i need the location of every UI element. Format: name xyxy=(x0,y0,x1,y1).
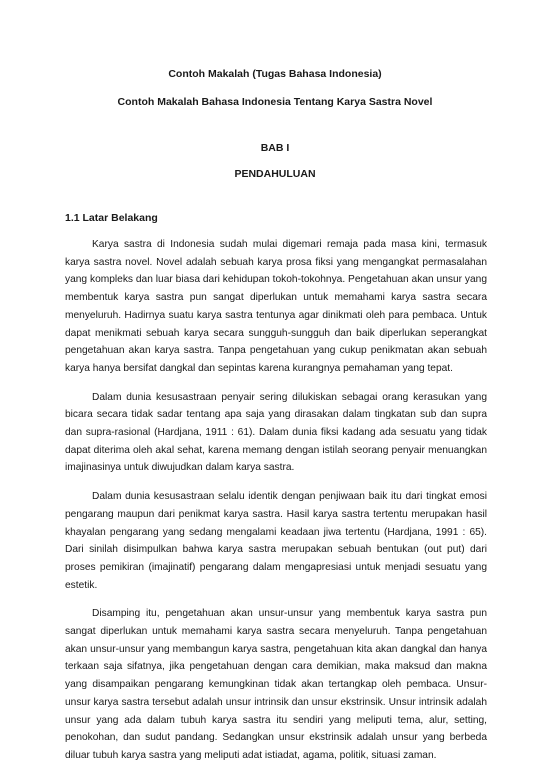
document-title: Contoh Makalah (Tugas Bahasa Indonesia) xyxy=(168,68,382,80)
paragraph: Karya sastra di Indonesia sudah mulai digemari remaja pada masa kini, termasuk karya sastra novel. Novel adalah sebuah karya prosa fiksi yang mengangkat permasalahan yang kompleks dan luar biasa dari kehidupan tokoh-tokohnya. Pengetahuan akan unsur yang membentuk karya sastra pun sangat diperlukan untuk memahami karya sastra secara menyeluruh. Hadirnya suatu karya sastra tentunya agar dinikmati oleh para pembaca. Untuk dapat menikmati sebuah karya secara sungguh-sungguh dan baik diperlukan seperangkat pengetahuan akan karya sastra. Tanpa pengetahuan yang cukup penikmatan akan sebuah karya hanya bersifat dangkal dan sepintas karena kurangnya pemahaman yang tepat. xyxy=(65,239,487,374)
paragraph: Dalam dunia kesusastraan selalu identik dengan penjiwaan baik itu dari tingkat emosi pengarang maupun dari penikmat karya sastra. Hasil karya sastra tertentu merupakan hasil khayalan pengarang yang sedang mengalami keadaan jiwa tertentu (Hardjana, 1991 : 65). Dari sinilah disimpulkan bahwa karya sastra merupakan sebuah bentukan (out put) dari proses pemikiran (imajinatif) pengarang dalam mengapresiasi untuk menjadi sesuatu yang estetik. xyxy=(65,491,487,591)
body-text xyxy=(65,236,487,776)
chapter-title: PENDAHULUAN xyxy=(234,168,316,180)
paragraph: Dalam dunia kesusastraan penyair sering dilukiskan sebagai orang kerasukan yang bicara secara tidak sadar tentang apa saja yang dirasakan dalam tingkatan sub dan supra dan supra-rasional (Hardjana, 1911 : 61). Dalam dunia fiksi kadang ada sesuatu yang tidak dapat diterima oleh akal sehat, karena memang dengan istilah seorang penyair menuangkan imajinasinya untuk diwujudkan dalam karya sastra. xyxy=(65,391,487,474)
paragraph: Disamping itu, pengetahuan akan unsur-unsur yang membentuk karya sastra pun sangat diperlukan untuk memahami karya sastra secara menyeluruh. Tanpa pengetahuan akan unsur-unsur yang membangun karya sastra, pengetahuan kita akan dangkal dan hanya terkaan saja sifatnya, jika pengetahuan dengan cara demikian, maka maksud dan makna yang disampaikan pengarang kemungkinan tidak akan tertangkap oleh pembaca. Unsur-unsur karya sastra tersebut adalah unsur intrinsik dan unsur ekstrinsik. Unsur intrinsik adalah unsur yang ada dalam tubuh karya sastra itu sendiri yang meliputi tema, alur, setting, penokohan, dan sudut pandang. Sedangkan unsur ekstrinsik adalah unsur yang berbeda diluar tubuh karya sastra yang meliputi adat istiadat, agama, politik, situasi zaman. xyxy=(65,608,487,761)
chapter-number: BAB I xyxy=(260,142,290,154)
section-heading: 1.1 Latar Belakang xyxy=(65,212,158,224)
document-subtitle: Contoh Makalah Bahasa Indonesia Tentang Karya Sastra Novel xyxy=(117,96,433,108)
